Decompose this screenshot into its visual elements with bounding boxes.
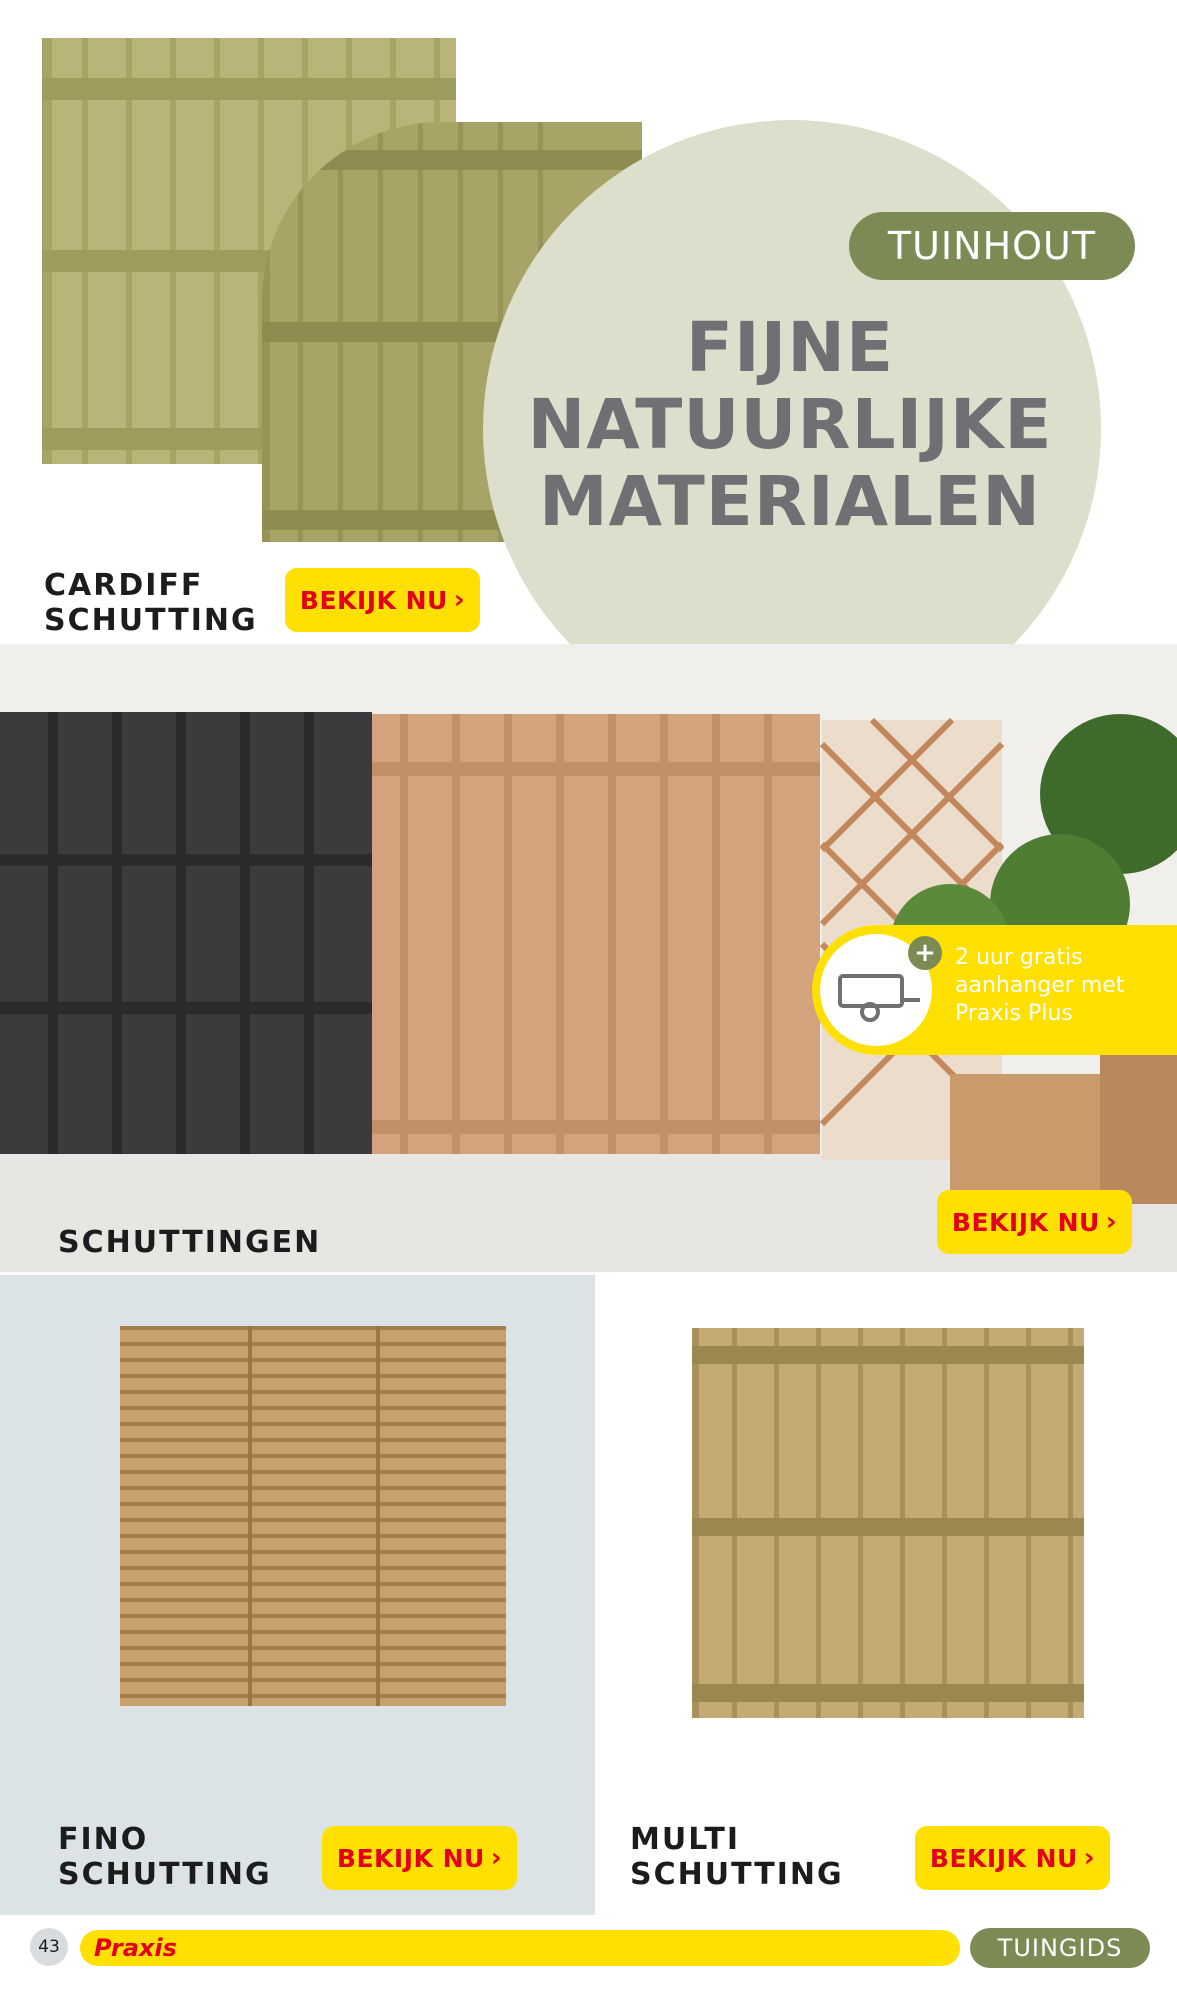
fino-cta-label: BEKIJK NU: [336, 1843, 485, 1873]
cardiff-title-line-1: CARDIFF: [44, 568, 204, 603]
multi-cta-label: BEKIJK NU: [929, 1843, 1078, 1873]
multi-title: [630, 1822, 844, 1892]
cardiff-cta-button[interactable]: [285, 568, 480, 632]
multi-title-line-1: MULTI: [630, 1822, 740, 1857]
page-headline: [510, 310, 1070, 541]
headline-line-1: FIJNE: [685, 308, 895, 388]
multi-title-line-2: SCHUTTING: [630, 1857, 844, 1892]
page-number: 43: [30, 1928, 68, 1966]
section-label: TUINGIDS: [970, 1928, 1150, 1968]
plus-icon: +: [908, 936, 942, 970]
multi-fence-image: [692, 1328, 1084, 1718]
chevron-right-icon: ›: [453, 585, 466, 615]
fino-title-line-1: FINO: [58, 1822, 149, 1857]
brand-logo: Praxis: [94, 1934, 177, 1962]
fino-fence-image: [120, 1326, 506, 1706]
chevron-right-icon: ›: [1083, 1843, 1096, 1873]
chevron-right-icon: ›: [490, 1843, 503, 1873]
category-tag: TUINHOUT: [849, 212, 1135, 280]
cardiff-title: [44, 568, 258, 638]
chevron-right-icon: ›: [1105, 1207, 1118, 1237]
fino-cta-button[interactable]: [322, 1826, 517, 1890]
multi-cta-button[interactable]: [915, 1826, 1110, 1890]
cardiff-cta-label: BEKIJK NU: [299, 585, 448, 615]
schuttingen-cta-button[interactable]: [937, 1190, 1132, 1254]
promo-line-2: aanhanger met: [955, 973, 1125, 998]
cardiff-title-line-2: SCHUTTING: [44, 603, 258, 638]
footer-bar: [80, 1930, 960, 1966]
promo-line-3: Praxis Plus: [955, 1001, 1073, 1026]
fino-title: [58, 1822, 272, 1892]
headline-line-3: MATERIALEN: [539, 462, 1041, 542]
promo-line-1: 2 uur gratis: [955, 945, 1083, 970]
schuttingen-title: SCHUTTINGEN: [58, 1225, 322, 1260]
schuttingen-cta-label: BEKIJK NU: [951, 1207, 1100, 1237]
headline-line-2: NATUURLIJKE: [527, 385, 1053, 465]
promo-text: [955, 944, 1175, 1028]
fino-title-line-2: SCHUTTING: [58, 1857, 272, 1892]
